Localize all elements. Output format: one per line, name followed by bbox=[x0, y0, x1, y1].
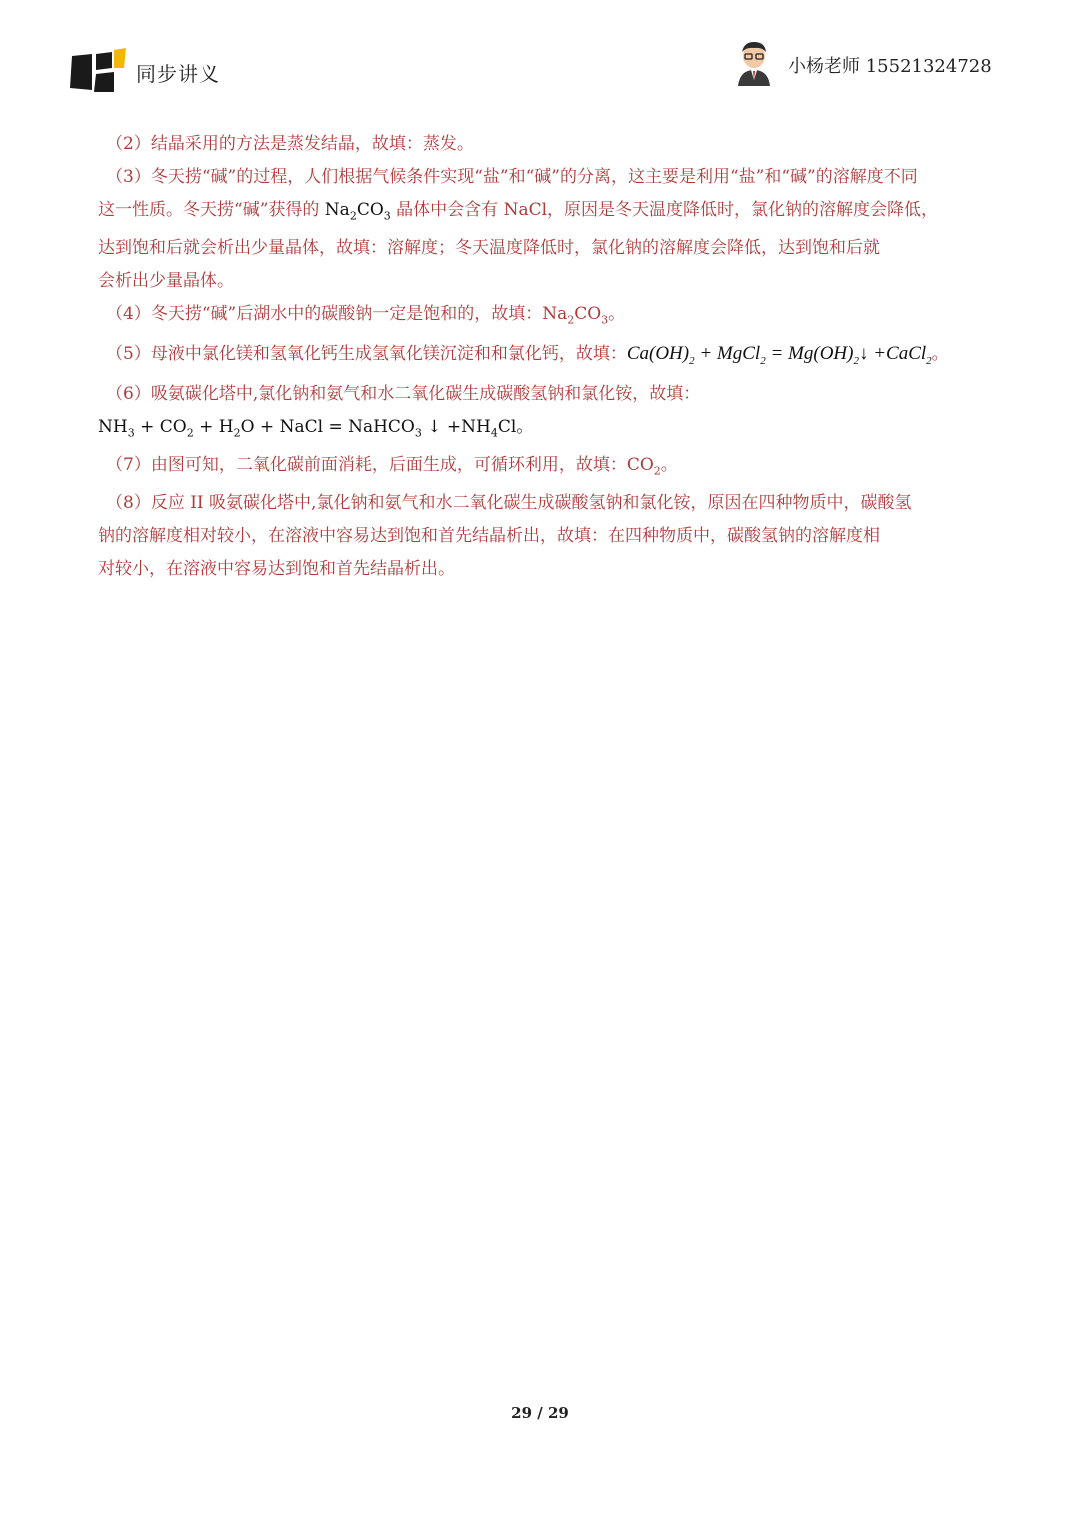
answer-line-8a: （8）反应 II 吸氨碳化塔中,氯化钠和氨气和水二氧化碳生成碳酸氢钠和氯化铵，原因在四种物质中，碳酸氢 bbox=[106, 493, 912, 514]
answer-line-8c: 对较小，在溶液中容易达到饱和首先结晶析出。 bbox=[98, 559, 455, 580]
brand-logo-icon bbox=[70, 46, 126, 92]
answer-text: （4）冬天捞“碱”后湖水中的碳酸钠一定是饱和的，故填： bbox=[106, 304, 543, 325]
answer-text: 这一性质。冬天捞“碱”获得的 bbox=[98, 200, 325, 220]
answer-line-5 bbox=[98, 337, 988, 378]
answer-line-2: （2）结晶采用的方法是蒸发结晶，故填：蒸发。 bbox=[106, 134, 474, 154]
answer-line-4 bbox=[98, 298, 988, 336]
formula-na2co3: $Na_2CO_3$ bbox=[324, 200, 391, 223]
formula-nacl: NaCl bbox=[503, 200, 548, 220]
answer-content bbox=[98, 128, 988, 586]
answer-text: 晶体中会含有 bbox=[390, 200, 504, 220]
equation-mgcl2: $Ca(OH)_2$ + MgCl$_2$ = $Mg(OH)_2↓$ +CaCl$_2$ bbox=[626, 342, 932, 367]
teacher-contact: 小杨老师 15521324728 bbox=[788, 56, 992, 77]
answer-text: （7）由图可知，二氧化碳前面消耗，后面生成，可循环利用，故填： bbox=[106, 454, 627, 475]
answer-line-6-equation bbox=[98, 411, 988, 449]
formula-co2: $CO_2$ bbox=[626, 454, 661, 478]
period: 。 bbox=[608, 304, 626, 325]
answer-line-6: （6）吸氨碳化塔中,氯化钠和氨气和水二氧化碳生成碳酸氢钠和氯化铵，故填： bbox=[106, 383, 701, 404]
equation-nahco3: $NH_3 + CO_2 + H_2O$ + NaCl = NaHCO$_3$ ↓ $+NH_4Cl$ bbox=[98, 416, 517, 439]
period: 。 bbox=[660, 454, 678, 475]
answer-line-3d: 会析出少量晶体。 bbox=[98, 271, 234, 292]
brand-name: 同步讲义 bbox=[136, 62, 220, 86]
answer-line-8b: 钠的溶解度相对较小，在溶液中容易达到饱和首先结晶析出，故填：在四种物质中，碳酸氢钠的溶解度相 bbox=[98, 526, 880, 547]
teacher-avatar-icon bbox=[734, 40, 774, 86]
answer-text: （5）母液中氯化镁和氢氧化钙生成氢氧化镁沉淀和和氯化钙，故填： bbox=[106, 343, 627, 364]
answer-line-3b bbox=[98, 194, 988, 232]
page-header bbox=[0, 0, 1080, 110]
page-number: 29 / 29 bbox=[511, 1404, 569, 1422]
period: 。 bbox=[516, 416, 534, 437]
answer-line-3c: 达到饱和后就会析出少量晶体，故填：溶解度；冬天温度降低时，氯化钠的溶解度会降低，达到饱和后就 bbox=[98, 238, 880, 259]
answer-line-7 bbox=[98, 449, 988, 487]
answer-line-3a: （3）冬天捞“碱”的过程，人们根据气候条件实现“盐”和“碱”的分离，这主要是利用“盐”和“碱”的溶解度不同 bbox=[106, 167, 918, 187]
formula-na2co3: $Na_2CO_3$ bbox=[542, 304, 609, 327]
period: 。 bbox=[931, 343, 949, 364]
answer-text: ，原因是冬天温度降低时，氯化钠的溶解度会降低， bbox=[547, 200, 939, 220]
